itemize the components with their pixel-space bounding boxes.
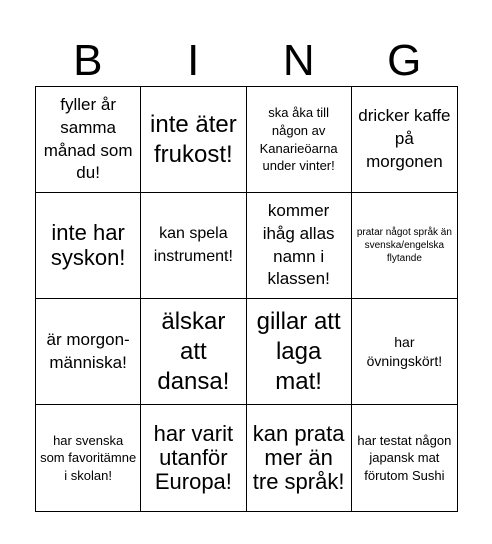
bingo-grid: [35, 86, 458, 512]
bingo-cell-r3c2[interactable]: älskar att dansa!: [141, 299, 246, 405]
bingo-cell-r4c3[interactable]: kan prata mer än tre språk!: [247, 405, 352, 511]
bingo-cell-r1c4[interactable]: dricker kaffe på morgonen: [352, 87, 457, 193]
bingo-cell-r2c4[interactable]: pratar något språk än svenska/engelska flytande: [352, 193, 457, 299]
bingo-cell-r2c1[interactable]: inte har syskon!: [36, 193, 141, 299]
header-letter-b: B: [73, 36, 103, 85]
bingo-cell-r3c3[interactable]: gillar att laga mat!: [247, 299, 352, 405]
bingo-cell-r2c3[interactable]: kommer ihåg allas namn i klassen!: [247, 193, 352, 299]
bingo-cell-r4c4[interactable]: har testat någon japansk mat förutom Sushi: [357, 432, 452, 483]
bingo-cell-r3c4[interactable]: har övningskört!: [352, 299, 457, 405]
bingo-header: [35, 36, 457, 86]
header-letter-n: N: [282, 36, 315, 85]
header-letter-i: I: [187, 36, 200, 85]
bingo-cell-r1c2[interactable]: inte äter frukost!: [141, 87, 246, 193]
header-letter-g: G: [387, 36, 422, 85]
bingo-cell-r4c1[interactable]: har svenska som favoritämne i skolan!: [36, 405, 141, 511]
bingo-cell-r3c1[interactable]: är morgon-människa!: [36, 299, 141, 405]
bingo-cell-r1c1[interactable]: fyller år samma månad som du!: [36, 87, 141, 193]
bingo-cell-r4c2[interactable]: har varit utanför Europa!: [141, 405, 246, 511]
bingo-cell-r1c3[interactable]: ska åka till någon av Kanarieöarna under vinter!: [247, 87, 352, 193]
bingo-cell-r2c2[interactable]: kan spela instrument!: [141, 193, 246, 299]
